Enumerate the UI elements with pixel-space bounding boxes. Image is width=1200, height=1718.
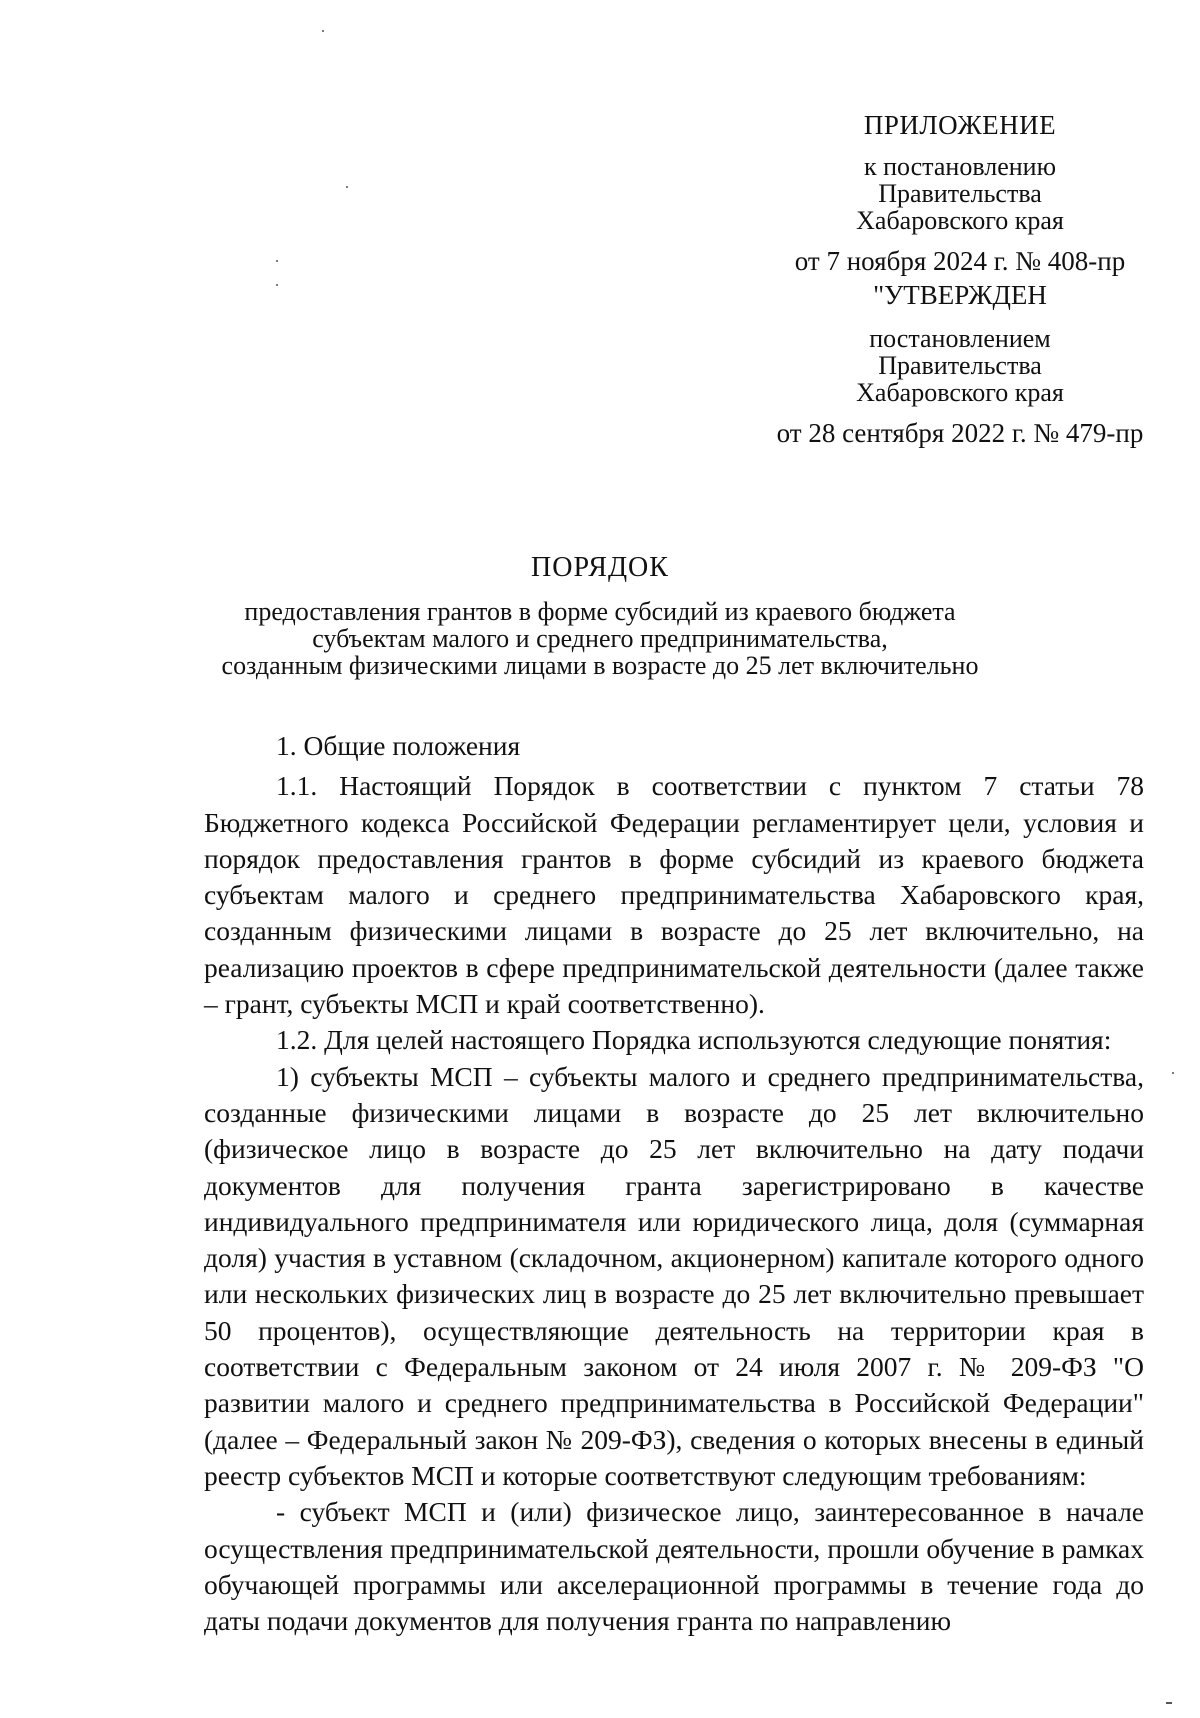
document-subtitle-line-2: субъектам малого и среднего предпринимательства, (312, 624, 888, 653)
document-title: ПОРЯДОК (531, 552, 669, 583)
document-title-block (200, 552, 1000, 679)
scan-speck (346, 186, 348, 188)
scan-speck (322, 30, 324, 32)
scan-speck (1166, 1702, 1172, 1704)
approved-line-3: Хабаровского края (856, 378, 1064, 407)
paragraph-1-1: 1.1. Настоящий Порядок в соответствии с пунктом 7 статьи 78 Бюджетного кодекса Российской Федерации регламентирует цели, условия и порядок предоставления грантов в форме субсидий из краевого бюджета субъектам малого и среднего предпринимательства Хабаровского края, созданным физическими лицами в возрасте до 25 лет включительно, на реализацию проектов в сфере предпринимательской деятельности (далее также – грант, субъекты МСП и край соответственно). (204, 770, 1144, 1020)
annex-block (760, 112, 1160, 275)
scan-speck (276, 284, 278, 286)
scan-speck (1172, 1072, 1174, 1074)
approved-line-2: Правительства (878, 351, 1042, 380)
paragraph-requirement-1: - субъект МСП и (или) физическое лицо, заинтересованное в начале осуществления предпринимательской деятельности, прошли обучение в рамках обучающей программы или акселерационной программы в течение года до даты подачи документов для получения гранта по направлению (204, 1496, 1144, 1637)
paragraph-1-2-1: 1) субъекты МСП – субъекты малого и среднего предпринимательства, созданные физическими лицами в возрасте до 25 лет включительно (физическое лицо в возрасте до 25 лет включительно на дату подачи документов для получения гранта зарегистрировано в качестве индивидуального предпринимателя или юридического лица, доля (суммарная доля) участия в уставном (складочном, акционерном) капитале которого одного или нескольких физических лиц в возрасте до 25 лет включительно превышает 50 процентов), осуществляющие деятельность на территории края в соответствии с Федеральным законом от 24 июля 2007 г. № 209-ФЗ "О развитии малого и среднего предпринимательства в Российской Федерации" (далее – Федеральный закон № 209-ФЗ), сведения о которых внесены в единый реестр субъектов МСП и которые соответствуют следующим требованиям: (204, 1060, 1144, 1491)
annex-line-1: к постановлению (863, 152, 1057, 181)
paragraph-1-2: 1.2. Для целей настоящего Порядка используются следующие понятия: (276, 1024, 1112, 1056)
approved-line-1: постановлением (869, 324, 1051, 353)
annex-date: от 7 ноября 2024 г. № 408-пр (794, 246, 1126, 276)
document-subtitle-line-1: предоставления грантов в форме субсидий из краевого бюджета (244, 597, 956, 626)
approved-heading: "УТВЕРЖДЕН (873, 280, 1047, 310)
document-body (204, 728, 1144, 1639)
document-subtitle-line-3: созданным физическими лицами в возрасте до 25 лет включительно (221, 651, 979, 680)
annex-line-3: Хабаровского края (856, 206, 1064, 235)
scan-speck (276, 260, 278, 262)
approved-block (760, 282, 1160, 447)
annex-heading: ПРИЛОЖЕНИЕ (863, 110, 1057, 140)
annex-line-2: Правительства (878, 179, 1042, 208)
section-heading: 1. Общие положения (276, 730, 521, 761)
approved-date: от 28 сентября 2022 г. № 479-пр (776, 418, 1144, 448)
